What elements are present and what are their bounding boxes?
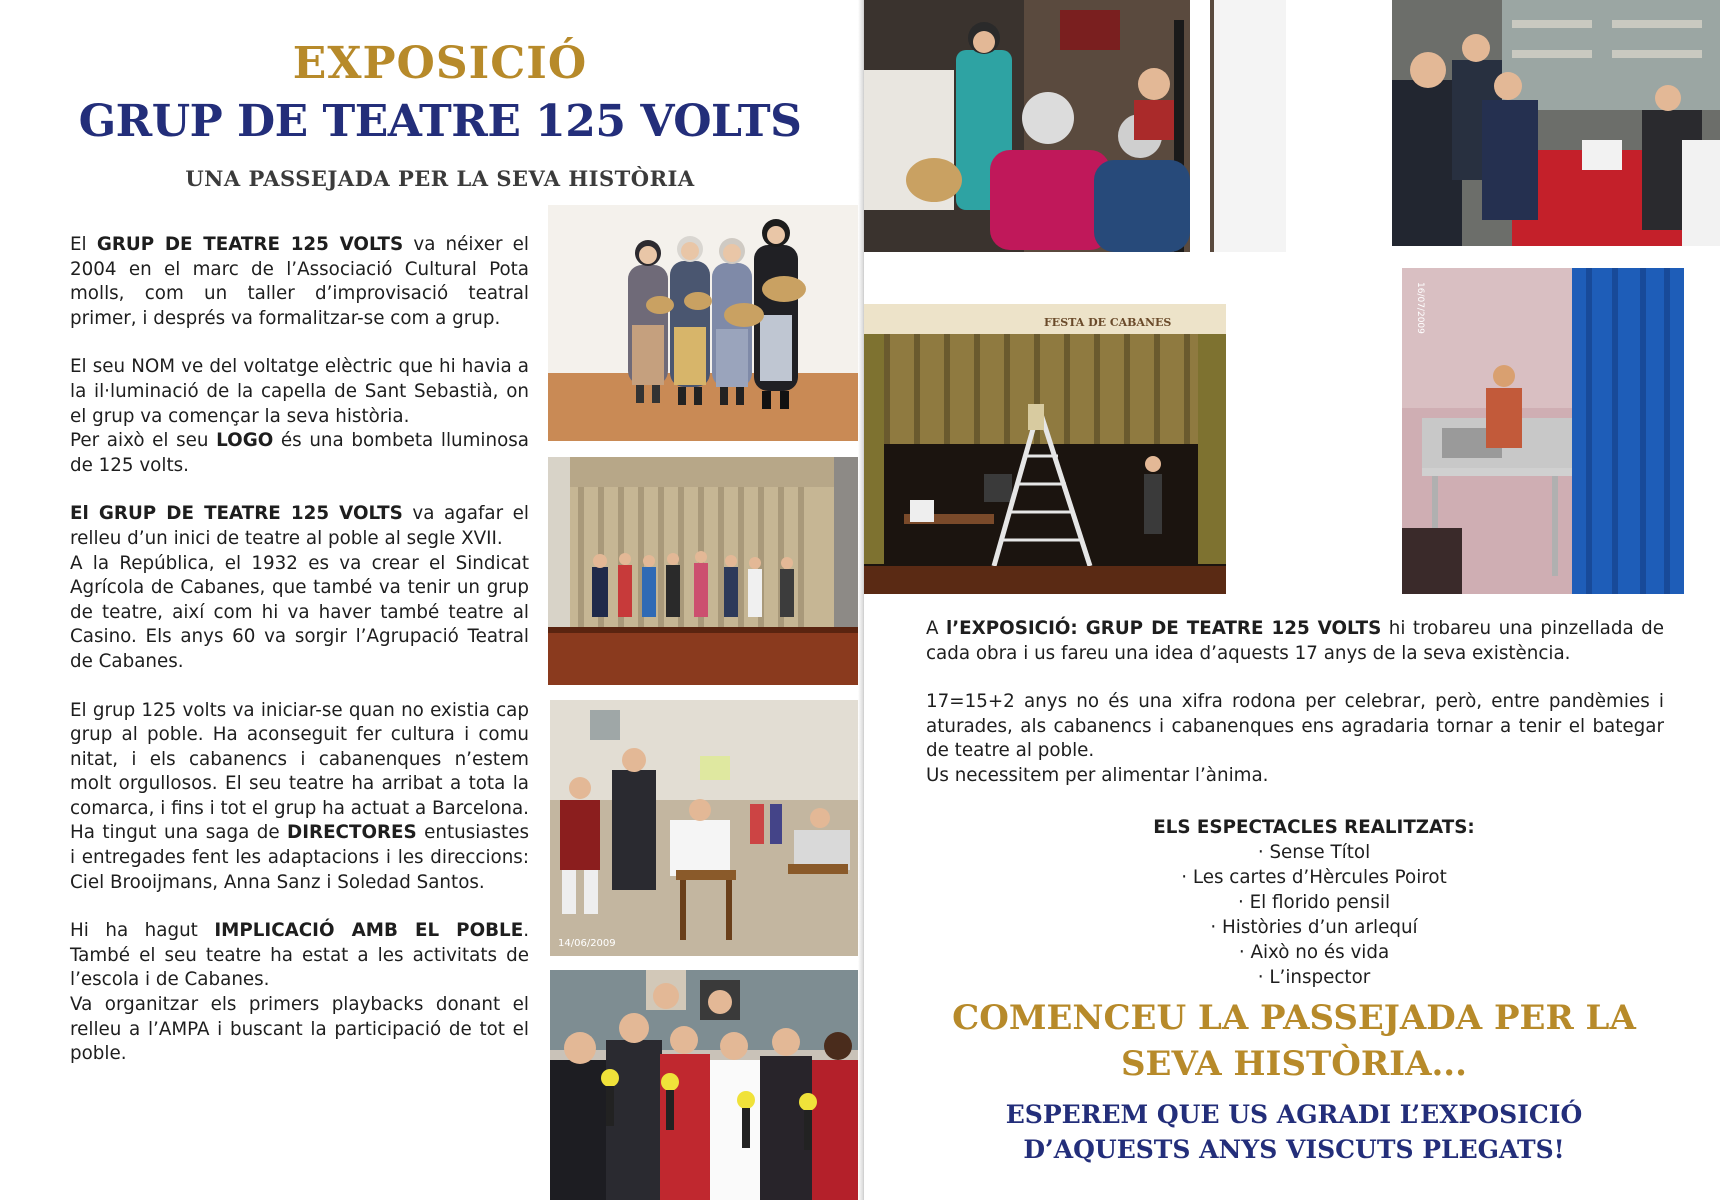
photo-table-meeting — [1392, 0, 1720, 246]
show-item: · Les cartes d’Hèrcules Poirot — [1181, 867, 1447, 888]
left-paragraph-1: El GRUP DE TEATRE 125 VOLTS va néixer el 2004 en el marc de l’Associació Cultural Pota molls, com un taller d’improvisació teatral primer, i després va formalitzar-se com a grup. — [70, 234, 529, 329]
right-paragraph-1: A l’EXPOSICIÓ: GRUP DE TEATRE 125 VOLTS hi trobareu una pinzellada de cada obra i us fareu una idea d’aquests 17 anys de la seva existència. — [926, 618, 1665, 664]
title-exposicio: EXPOSICIÓ — [292, 38, 588, 89]
stage-banner-text: FESTA DE CABANES — [1044, 316, 1172, 329]
shows-list — [1064, 815, 1564, 990]
photo-date-stamp-vertical: 16/07/2009 — [1415, 282, 1425, 334]
photo-stage-performance — [548, 457, 860, 685]
left-paragraph-3: El GRUP DE TEATRE 125 VOLTS va agafar el relleu d’un inici de teatre al poble al segle XVII. A la República, el 1932 es va crear el Sindicat Agrícola de Cabanes, que també va tenir un grup de teatre, així com hi va haver també teatre al Casino. Els anys 60 va sorgir l’Agrupació Teatral de Cabanes. — [70, 503, 529, 672]
left-paragraph-2: El seu NOM ve del voltatge elèctric que hi havia a la il·luminació de la capella de Sant Sebastià, on el grup va començar la seva història. Per això el seu LOGO és una bombeta lluminosa de 125 volts. — [70, 356, 529, 476]
subtitle: UNA PASSEJADA PER LA SEVA HISTÒRIA — [185, 166, 695, 191]
show-item: · Això no és vida — [1238, 942, 1390, 963]
cta-line-1: COMENCEU LA PASSEJADA PER LA — [952, 998, 1636, 1038]
shows-heading: ELS ESPECTACLES REALITZATS: — [1153, 817, 1475, 838]
title-grup-de-teatre: GRUP DE TEATRE 125 VOLTS — [78, 96, 802, 147]
right-paragraph-2: 17=15+2 anys no és una xifra rodona per celebrar, però, entre pandèmies i aturades, als cabanencs i cabanenques ens agradaria tornar a tenir el bategar de teatre al poble. Us necessitem per alimentar l’ànima. — [926, 691, 1664, 786]
closing-message — [924, 1097, 1664, 1167]
show-item: · L’inspector — [1257, 967, 1371, 988]
show-item: · Històries d’un arlequí — [1210, 917, 1418, 938]
photo-backstage-makeup — [864, 0, 1286, 252]
cta-line-2: SEVA HISTÒRIA... — [1121, 1044, 1467, 1084]
call-to-action-heading — [924, 995, 1664, 1087]
closing-line-2: D’AQUESTS ANYS VISCUTS PLEGATS! — [1023, 1135, 1565, 1164]
left-paragraph-5: Hi ha hagut IMPLICACIÓ AMB EL POBLE. També el seu teatre ha estat a les activitats de l’escola i de Cabanes. Va organitzar els primers playbacks donant el relleu a l’AMPA i buscant la participació de tot el poble. — [70, 920, 530, 1065]
photo-date-stamp: 14/06/2009 — [558, 938, 616, 949]
right-page — [864, 0, 1720, 1200]
photo-press-microphones — [550, 970, 862, 1200]
closing-line-1: ESPEREM QUE US AGRADI L’EXPOSICIÓ — [1005, 1100, 1583, 1129]
show-item: · El florido pensil — [1237, 892, 1391, 913]
photo-technician-curtain — [1402, 268, 1684, 594]
show-item: · Sense Títol — [1257, 842, 1371, 863]
left-body-text — [70, 233, 529, 1091]
photo-school-scene — [550, 700, 862, 956]
photo-women-with-baskets — [548, 205, 860, 441]
photo-stage-ladder — [864, 304, 1226, 594]
left-paragraph-4: El grup 125 volts va iniciar-se quan no existia cap grup al poble. Ha aconseguit fer cultura i comu nitat, i els cabanencs i cabanenques n’estem molt orgullosos. El seu teatre ha arribat a tota la comarca, i fins i tot el grup ha actuat a Barcelona. Ha tingut una saga de DIRECTORES entusiastes i entregades fent les adaptacions i les direccions: Ciel Brooijmans, Anna Sanz i Soledad Santos. — [70, 699, 529, 893]
right-intro-text — [926, 617, 1664, 813]
